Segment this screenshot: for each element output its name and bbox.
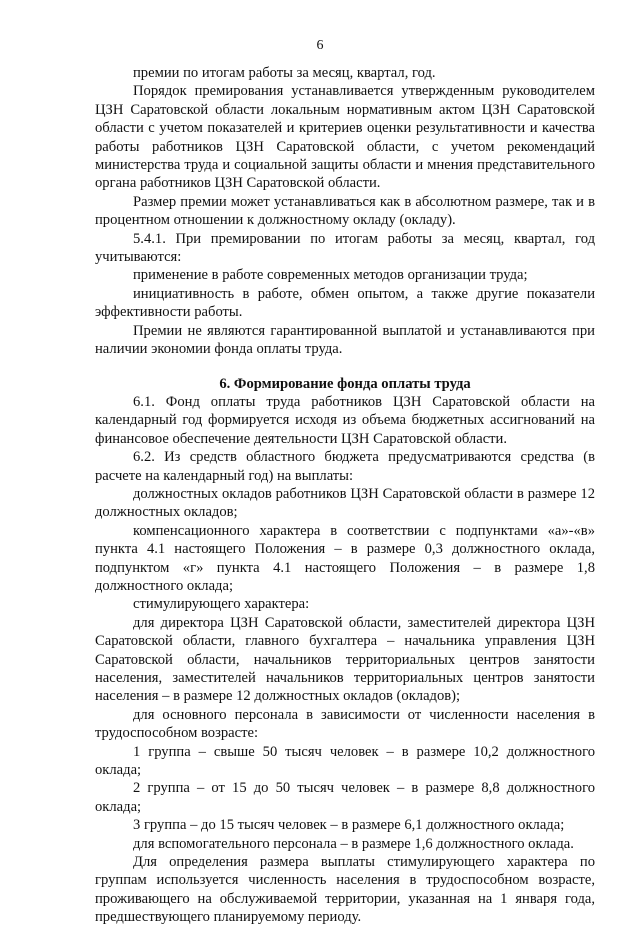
paragraph-5-4-1: 5.4.1. При премировании по итогам работы за месяц, квартал, год учитываются:	[95, 230, 595, 266]
section-heading: 6. Формирование фонда оплаты труда	[219, 375, 471, 392]
paragraph-initiative: инициативность в работе, обмен опытом, а также другие показатели эффективности работы.	[95, 285, 595, 321]
paragraph-group-determination: Для определения размера выплаты стимулирующего характера по группам используется численность населения в трудоспособном возрасте, проживающего на обслуживаемой территории, указанная на 1 января года, предшествующего планируемому периоду.	[95, 854, 595, 926]
paragraph-6-1: 6.1. Фонд оплаты труда работников ЦЗН Саратовской области на календарный год формируется исходя из объема бюджетных ассигнований на финансовое обеспечение деятельности ЦЗН Саратовской области.	[95, 393, 595, 447]
list-item-group-3: 3 группа – до 15 тысяч человек – в размере 6,1 должностного оклада;	[133, 817, 565, 834]
paragraph-official-salaries: должностных окладов работников ЦЗН Саратовской области в размере 12 должностных окладов;	[95, 485, 595, 521]
paragraph-6-2: 6.2. Из средств областного бюджета предусматриваются средства (в расчете на календарный год) на выплаты:	[95, 449, 595, 484]
paragraph-main-staff: для основного персонала в зависимости от численности населения в трудоспособном возрасте:	[95, 706, 595, 742]
list-item-group-2: 2 группа – от 15 до 50 тысяч человек – в размере 8,8 должностного оклада;	[95, 780, 595, 815]
paragraph-premium-procedure: Порядок премирования устанавливается утвержденным руководителем ЦЗН Саратовской области локальным нормативным актом ЦЗН Саратовской области с учетом показателей и критериев оценки результативности и качества работы работников ЦЗН Саратовской области, с учетом рекомендаций министерства труда и социальной защиты области и мнения представительного органа работников ЦЗН Саратовской области.	[95, 83, 595, 192]
paragraph-management-incentive: для директора ЦЗН Саратовской области, заместителей директора ЦЗН Саратовской области, главного бухгалтера – начальника управления ЦЗН Саратовской области, начальников территориальных центров занятости населения, заместителей начальников территориальных центров занятости населения – в размере 12 должностных окладов (окладов);	[95, 614, 595, 705]
paragraph-modern-methods: применение в работе современных методов организации труда;	[133, 267, 528, 284]
page-number: 6	[316, 38, 324, 53]
paragraph-support-staff: для вспомогательного персонала – в размере 1,6 должностного оклада.	[133, 835, 574, 852]
paragraph-premium-size: Размер премии может устанавливаться как в абсолютном размере, так и в процентном отношении к должностному окладу (окладу).	[95, 193, 595, 229]
list-item-group-1: 1 группа – свыше 50 тысяч человек – в размере 10,2 должностного оклада;	[95, 743, 595, 779]
paragraph-incentive-heading: стимулирующего характера:	[133, 596, 310, 613]
paragraph-not-guaranteed: Премии не являются гарантированной выплатой и устанавливаются при наличии экономии фонда оплаты труда.	[95, 322, 595, 358]
paragraph-premium-periods: премии по итогам работы за месяц, квартал, год.	[133, 65, 436, 81]
paragraph-compensation: компенсационного характера в соответствии с подпунктами «а»-«в» пункта 4.1 настоящего Положения – в размере 0,3 должностного оклада, подпунктом «г» пункта 4.1 настоящего Положения – в размере 1,8 должностного оклада;	[95, 522, 595, 594]
document-body	[95, 64, 595, 927]
